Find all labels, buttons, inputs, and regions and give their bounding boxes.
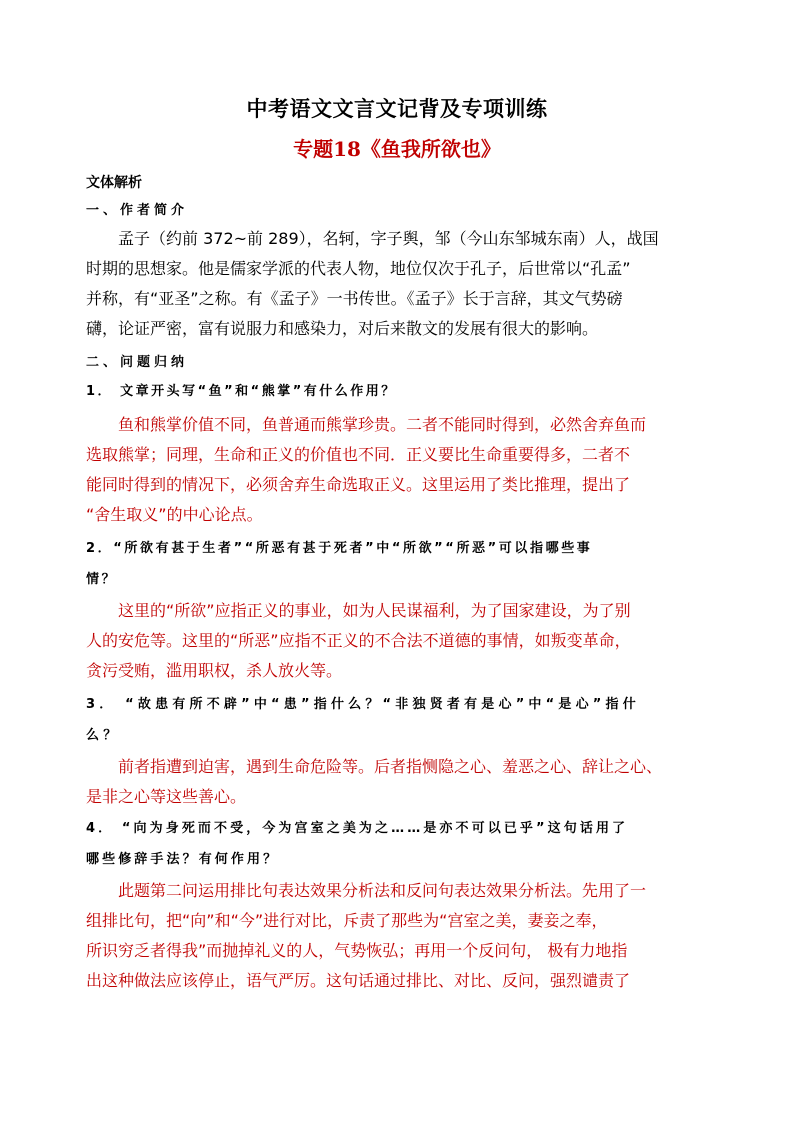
- author-line: 礴，论证严密，富有说服力和感染力，对后来散文的发展有很大的影响。: [86, 319, 599, 338]
- section-heading: 文体解析: [86, 175, 142, 191]
- author-paragraph: [86, 224, 716, 344]
- answer-line: 前者指遭到迫害，遇到生命危险等。后者指恻隐之心、羞恶之心、辞让之心、: [118, 757, 663, 776]
- question-line: 3． “故患有所不辟”中“患”指什么？“非独贤者有是心”中“是心”指什: [86, 697, 640, 712]
- answer-line: 组排比句，把“向”和“今”进行对比，斥责了那些为“宫室之美，妻妾之奉，: [86, 911, 608, 930]
- page-subtitle: 专题18《鱼我所欲也》: [293, 137, 501, 161]
- author-line: 孟子（约前 372~前 289），名轲，字子舆，邹（今山东邹城东南）人，战国: [118, 229, 659, 248]
- answer-line: 贪污受贿，滥用职权，杀人放火等。: [86, 661, 343, 680]
- question-line: 2．“所欲有甚于生者”“所恶有甚于死者”中“所欲”“所恶”可以指哪些事: [86, 541, 593, 556]
- answer-4: [86, 876, 716, 996]
- question-line: 情？: [86, 572, 118, 587]
- question-2: [86, 535, 716, 594]
- question-line: 1． 文章开头写“鱼”和“熊掌”有什么作用？: [86, 384, 397, 399]
- question-line: 4． “向为身死而不受，今为宫室之美为之……是亦不可以已乎”这句话用了: [86, 821, 629, 836]
- answer-line: 选取熊掌；同理，生命和正义的价值也不同．正义要比生命重要得多，二者不: [86, 445, 631, 464]
- question-3: [86, 691, 716, 750]
- answer-line: 出这种做法应该停止，语气严厉。这句话通过排比、对比、反问，强烈谴责了: [86, 971, 631, 990]
- question-4: [86, 815, 716, 874]
- answer-1: [86, 410, 716, 530]
- question-line: 么？: [86, 728, 121, 743]
- answer-line: 能同时得到的情况下，必须舍弃生命选取正义。这里运用了类比推理，提出了: [86, 475, 631, 494]
- questions-heading: 二、问题归纳: [86, 355, 189, 370]
- answer-2: [86, 596, 716, 686]
- answer-line: “舍生取义”的中心论点。: [86, 505, 263, 524]
- answer-line: 这里的“所欲”应指正义的事业，如为人民谋福利，为了国家建设，为了别: [118, 601, 631, 620]
- answer-line: 鱼和熊掌价值不同，鱼普通而熊掌珍贵。二者不能同时得到，必然舍弃鱼而: [118, 415, 647, 434]
- question-line: 哪些修辞手法？有何作用？: [86, 852, 280, 867]
- question-1: [86, 378, 716, 406]
- answer-line: 是非之心等这些善心。: [86, 787, 247, 806]
- page-title: 中考语文文言文记背及专项训练: [246, 96, 548, 121]
- author-heading: 一、作者简介: [86, 203, 189, 218]
- author-line: 时期的思想家。他是儒家学派的代表人物，地位仅次于孔子，后世常以“孔孟”: [86, 259, 631, 278]
- answer-line: 所识穷乏者得我”而抛掉礼义的人，气势恢弘；再用一个反问句， 极有力地指: [86, 941, 628, 960]
- author-line: 并称，有“亚圣”之称。有《孟子》一书传世。《孟子》长于言辞，其文气势磅: [86, 289, 623, 308]
- answer-line: 此题第二问运用排比句表达效果分析法和反问句表达效果分析法。先用了一: [118, 881, 647, 900]
- answer-line: 人的安危等。这里的“所恶”应指不正义的不合法不道德的事情，如叛变革命，: [86, 631, 631, 650]
- answer-3: [86, 752, 716, 812]
